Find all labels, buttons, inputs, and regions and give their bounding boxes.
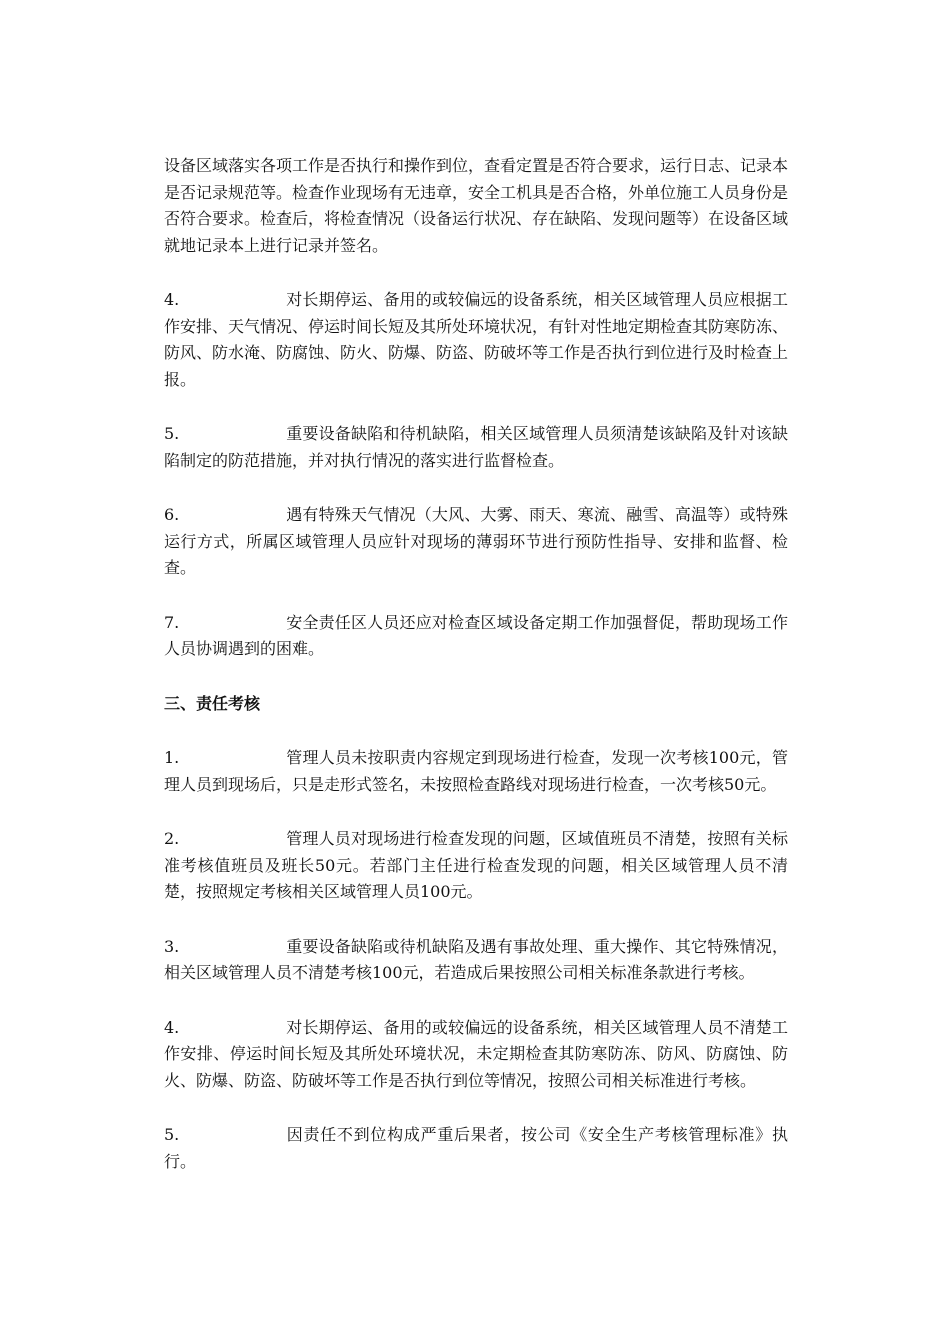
list-item [164,1122,788,1175]
item-text: 对长期停运、备用的或较偏远的设备系统，相关区域管理人员不清楚工作安排、停运时间长短及其所处环境状况，未定期检查其防寒防冻、防风、防腐蚀、防火、防爆、防盗、防破坏等工作是否执行到位等情况，按照公司相关标准进行考核。 [164,1017,788,1090]
item-text: 安全责任区人员还应对检查区域设备定期工作加强督促，帮助现场工作人员协调遇到的困难。 [164,612,788,658]
document-page [164,153,788,1175]
intro-paragraph: 设备区域落实各项工作是否执行和操作到位，查看定置是否符合要求，运行日志、记录本是否记录规范等。检查作业现场有无违章，安全工机具是否合格，外单位施工人员身份是否符合要求。检查后，将检查情况（设备运行状况、存在缺陷、发现问题等）在设备区域就地记录本上进行记录并签名。 [164,156,789,255]
item-number: 6. [164,505,180,524]
item-text: 管理人员对现场进行检查发现的问题，区域值班员不清楚，按照有关标准考核值班员及班长50元。若部门主任进行检查发现的问题，相关区域管理人员不清楚，按照规定考核相关区域管理人员100元。 [164,829,788,901]
list-item [164,421,788,474]
item-number: 7. [164,612,180,632]
item-text: 重要设备缺陷或待机缺陷及遇有事故处理、重大操作、其它特殊情况，相关区域管理人员不清楚考核100元，若造成后果按照公司相关标准条款进行考核。 [164,936,788,982]
item-text: 对长期停运、备用的或较偏远的设备系统，相关区域管理人员应根据工作安排、天气情况、停运时间长短及其所处环境状况，有针对性地定期检查其防寒防冻、防风、防水淹、防腐蚀、防火、防爆、防盗、防破坏等工作是否执行到位进行及时检查上报。 [164,290,789,389]
item-number: 5. [164,424,180,443]
list-item [164,1015,788,1095]
list-item [164,745,788,798]
list-item [164,610,788,663]
item-text: 遇有特殊天气情况（大风、大雾、雨天、寒流、融雪、高温等）或特殊运行方式，所属区域管理人员应针对现场的薄弱环节进行预防性指导、安排和监督、检查。 [164,505,788,577]
item-number: 4. [164,1017,180,1037]
list-item [164,502,788,582]
item-number: 5. [164,1125,180,1144]
item-number: 1. [164,748,180,767]
item-number: 3. [164,936,180,956]
list-item [164,287,788,393]
item-number: 4. [164,290,180,309]
item-number: 2. [164,829,180,848]
list-item [164,826,788,906]
section-heading: 三、责任考核 [164,693,261,713]
item-text: 重要设备缺陷和待机缺陷，相关区域管理人员须清楚该缺陷及针对该缺陷制定的防范措施，并对执行情况的落实进行监督检查。 [164,424,788,470]
list-item [164,934,788,987]
item-text: 管理人员未按职责内容规定到现场进行检查，发现一次考核100元，管理人员到现场后，只是走形式签名，未按照检查路线对现场进行检查，一次考核50元。 [164,748,788,794]
item-text: 因责任不到位构成严重后果者，按公司《安全生产考核管理标准》执行。 [164,1125,788,1171]
